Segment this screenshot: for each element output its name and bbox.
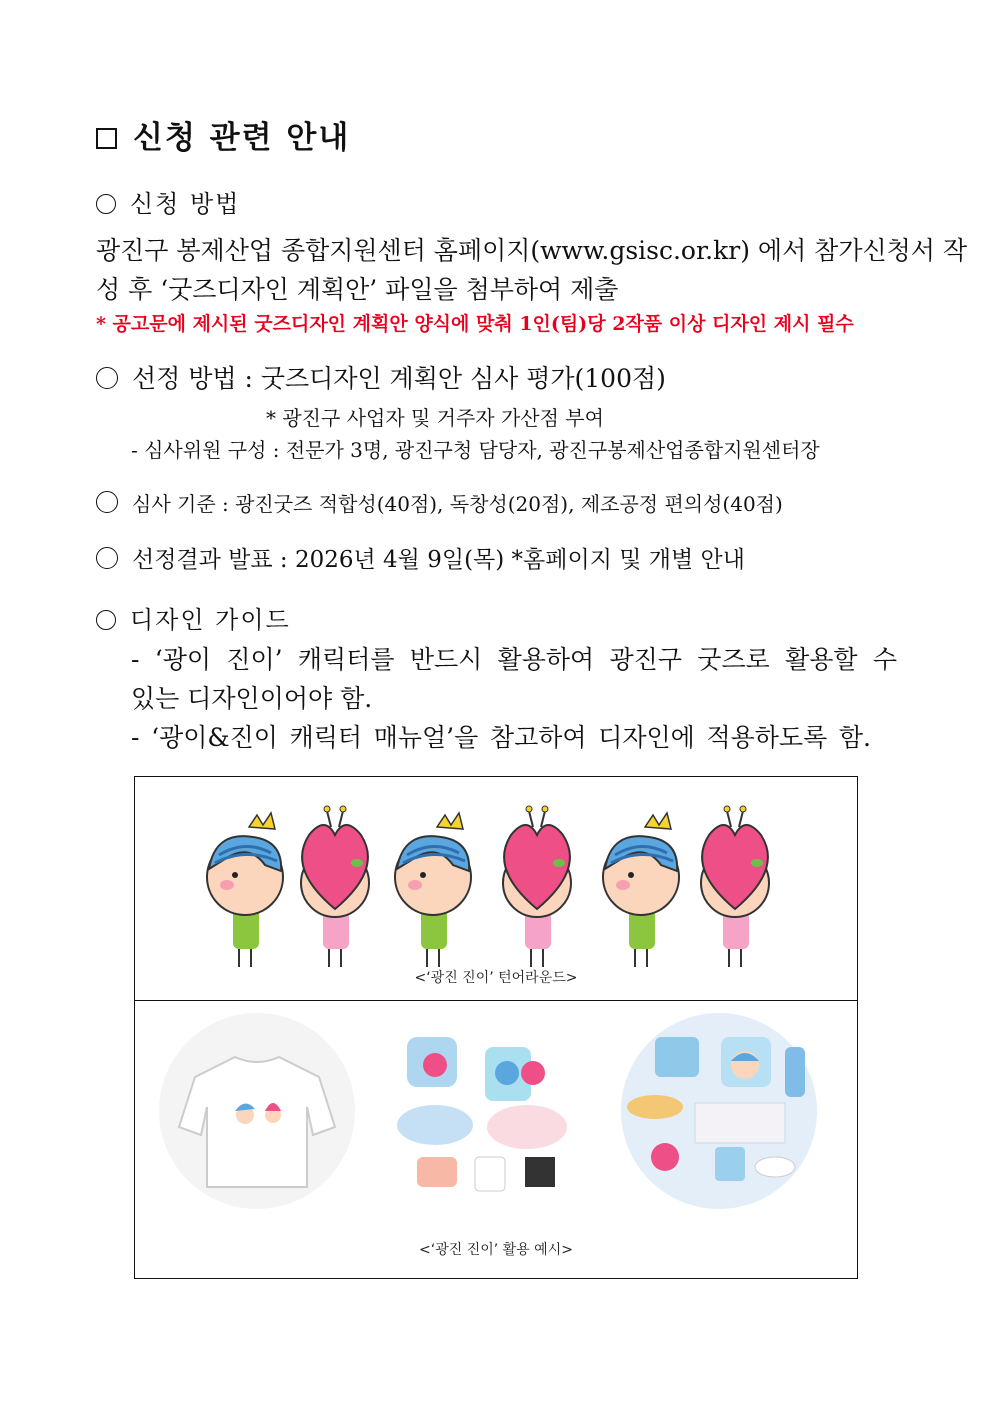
guide-heading: 디자인 가이드 — [96, 600, 291, 635]
apply-line-1: 광진구 봉제산업 종합지원센터 홈페이지(www.gsisc.or.kr) 에서 참가신청서 작 — [96, 236, 968, 265]
jini-back-figure — [503, 806, 571, 967]
jini-front-figure — [701, 806, 769, 967]
gwangi-back-figure — [395, 813, 471, 967]
apply-line-2: 성 후 ‘굿즈디자인 계획안’ 파일을 첨부하여 제출 — [96, 275, 619, 304]
usage-caption: <‘광진 진이’ 활용 예시> — [419, 1242, 573, 1258]
circle-bullet-icon — [96, 194, 116, 214]
gwangi-side-figure — [603, 813, 679, 967]
guide-item-1-line-2: 있는 디자인이어야 함. — [131, 684, 373, 713]
selection-bonus: * 광진구 사업자 및 거주자 가산점 부여 — [266, 406, 604, 430]
circle-bullet-icon — [96, 610, 116, 630]
character-turnaround-illustration — [135, 777, 859, 977]
result-heading: 선정결과 발표 : 2026년 4월 9일(목) *홈페이지 및 개별 안내 — [96, 541, 745, 574]
circle-bullet-icon — [96, 547, 118, 569]
apply-heading: 신청 방법 — [96, 184, 240, 219]
character-figure-box — [134, 776, 858, 1279]
jini-side-figure — [301, 806, 369, 967]
turnaround-caption: <‘광진 진이’ 턴어라운드> — [414, 970, 578, 986]
circle-bullet-icon — [96, 367, 118, 389]
checkbox-square-icon — [96, 128, 117, 149]
gwangi-front-figure — [207, 813, 283, 967]
section-title — [96, 112, 350, 157]
figure-divider — [135, 1000, 857, 1001]
apply-note: * 공고문에 제시된 굿즈디자인 계획안 양식에 맞춰 1인(팀)당 2작품 이상 디자인 제시 필수 — [96, 313, 854, 335]
selection-heading: 선정 방법 : 굿즈디자인 계획안 심사 평가(100점) — [96, 359, 666, 395]
guide-item-2: - ‘광이&진이 캐릭터 매뉴얼’을 참고하여 디자인에 적용하도록 함. — [131, 723, 871, 752]
goods-usage-illustration — [135, 1007, 859, 1237]
criteria-heading: 심사 기준 : 광진굿즈 적합성(40점), 독창성(20점), 제조공정 편의성(40점) — [96, 488, 783, 517]
section-title-text: 신청 관련 안내 — [133, 120, 351, 156]
circle-bullet-icon — [96, 491, 118, 513]
guide-item-1-line-1: - ‘광이 진이’ 캐릭터를 반드시 활용하여 광진구 굿즈로 활용할 수 — [131, 645, 897, 674]
selection-committee: - 심사위원 구성 : 전문가 3명, 광진구청 담당자, 광진구봉제산업종합지원센터장 — [131, 438, 820, 462]
